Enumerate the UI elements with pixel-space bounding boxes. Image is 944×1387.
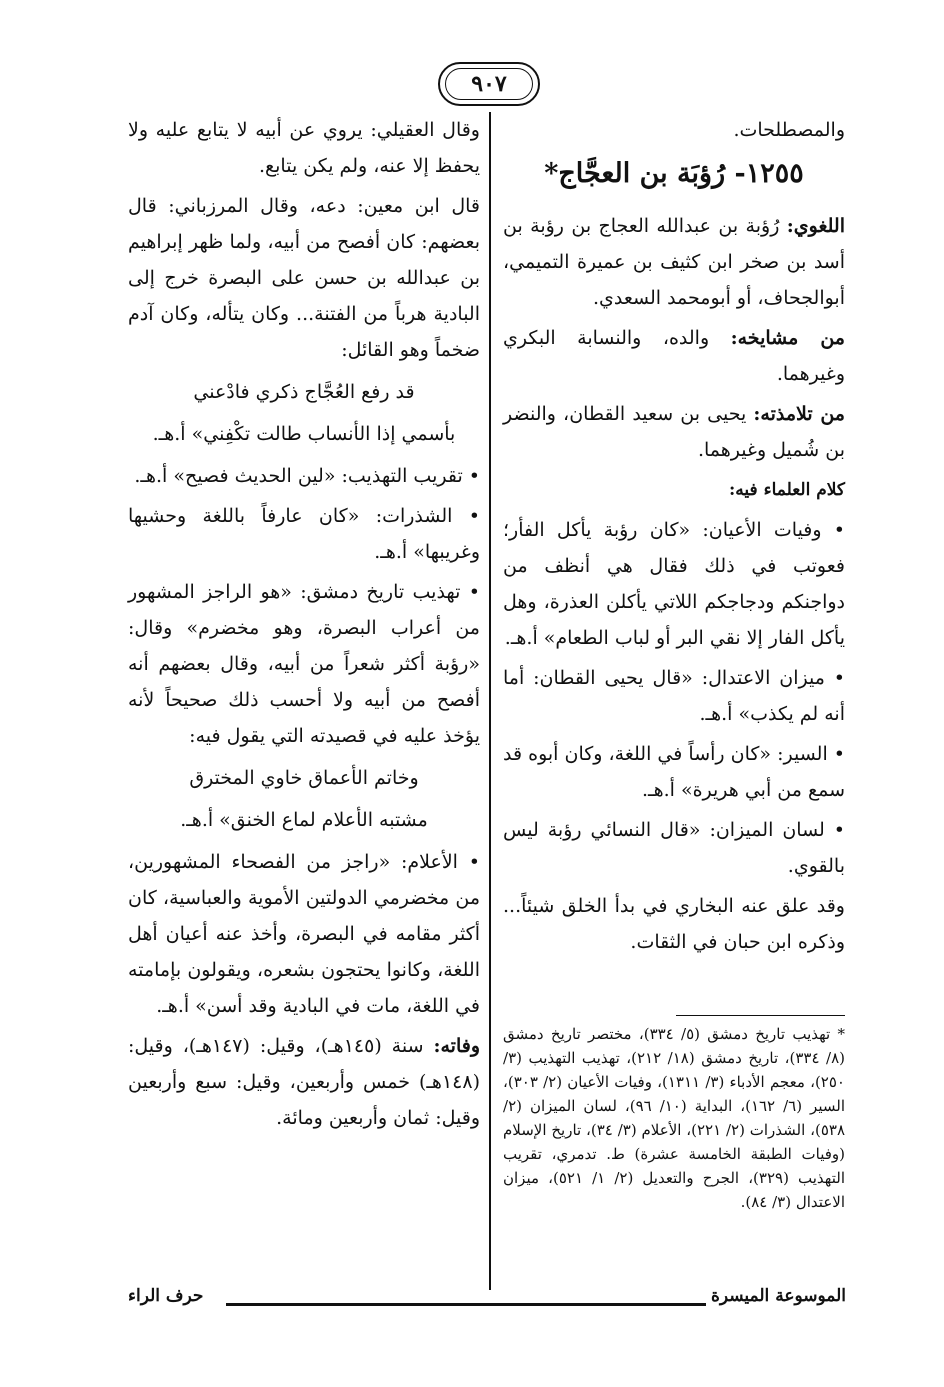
- ibn-maeen-paragraph: قال ابن معين: دعه، وقال المرزباني: قال بعضهم: كان أفصح من أبيه، ولما ظهر إبراهيم بن عبدالله بن حسن على البصرة خرج إلى البادية هرباً من الفتنة... وكان يتأله، وكان آدم ضخماً وهو القائل:: [128, 195, 480, 361]
- right-column: [503, 112, 845, 964]
- closing-paragraph: وقد علق عنه البخاري في بدأ الخلق شيئاً... وذكره ابن حبان في الثقات.: [503, 895, 845, 953]
- verse-2-first: وخاتم الأعماق خاوي المخترق: [189, 767, 419, 789]
- top-fragment: والمصطلحات.: [733, 119, 845, 141]
- page-number: ٩٠٧: [445, 68, 533, 100]
- verse-2-second: مشتبه الأعلام لماع الخنق» أ.هـ.: [180, 809, 428, 831]
- quote-taqrib: • تقريب التهذيب: «لين الحديث فصيح» أ.هـ.: [134, 465, 480, 487]
- quote-shadharat: • الشذرات: «كان عارفاً باللغة وحشيها وغريبها» أ.هـ.: [128, 505, 480, 563]
- footer-rule: [226, 1303, 706, 1306]
- page-footer: [128, 1286, 846, 1314]
- quote-tahdhib-dimashq: • تهذيب تاريخ دمشق: «هو الراجز المشهور من أعراب البصرة، وهو مخضرم» وقال: «رؤبة أكثر شعراً من أبيه، وقال بعضهم أنه أفصح من أبيه ولا أحسب ذلك صحيحاً لأنه يؤخذ عليه في قصيدته التي يقول فيه:: [128, 581, 480, 747]
- teachers-paragraph: من مشايخه: والده، والنسابة البكري وغيرهما.: [503, 327, 845, 385]
- entry-heading: ١٢٥٥- رُؤبَة بن العجَّاج*: [544, 158, 804, 189]
- death-paragraph: وفاته: سنة (١٤٥هـ)، وقيل: (١٤٧هـ)، وقيل: (١٤٨هـ) خمس وأربعين، وقيل: سبع وأربعين وقيل: ثمان وأربعين ومائة.: [128, 1035, 481, 1129]
- linguistic-paragraph: اللغوي: رُؤبة بن عبدالله العجاج بن رؤبة بن أسد بن صخر ابن كثيف بن عميرة التميمي، أبوالجحاف، أو أبومحمد السعدي.: [503, 215, 845, 309]
- footnote-rule: [676, 1015, 845, 1016]
- column-divider: [489, 112, 491, 1290]
- quote-alam: • الأعلام: «راجز من الفصحاء المشهورين، من مخضرمي الدولتين الأموية والعباسية، كان أكثر مقامه في البصرة، وأخذ عنه أعيان أهل اللغة، وكانوا يحتجون بشعره، ويقولون بإمامته في اللغة، مات في البادية وقد أسن» أ.هـ.: [128, 851, 480, 1017]
- students-paragraph: من تلامذته: يحيى بن سعيد القطان، والنضر بن شُميل وغيرهما.: [503, 403, 845, 461]
- quote-mizan: • ميزان الاعتدال: «قال يحيى القطان: أما أنه لم يكذب» أ.هـ.: [503, 667, 845, 725]
- scholars-heading: كلام العلماء فيه:: [729, 480, 845, 500]
- encyclopedia-title: الموسوعة الميسرة: [710, 1286, 846, 1306]
- verse-1-first: قد رفع العُجَّاج ذكري فادْعني: [193, 381, 415, 403]
- letter-title: حرف الراء: [128, 1286, 204, 1306]
- quote-wafayat: • وفيات الأعيان: «كان رؤبة يأكل الفأر؛ فعوتب في ذلك فقال هي أنظف من دواجنكم ودجاجكم اللاتي يأكلن العذرة، وهل يأكل الفار إلا نقي البر أو لباب الطعام» أ.هـ.: [503, 519, 845, 649]
- footnote: * تهذيب تاريخ دمشق (٥/ ٣٣٤)، مختصر تاريخ دمشق (٨/ ٣٣٤)، تاريخ دمشق (١٨/ ٢١٢)، تهذيب التهذيب (٣/ ٢٥٠)، معجم الأدباء (٣/ ١٣١١)، وفيات الأعيان (٢/ ٣٠٣)، السير (٦/ ١٦٢)، البداية (١٠/ ٩٦)، لسان الميزان (٢/ ٥٣٨)، الشذرات (٢/ ٢٢١)، الأعلام (٣/ ٣٤)، تاريخ الإسلام (وفيات الطبقة الخامسة عشرة) ط. تدمري، تقريب التهذيب (٣٢٩)، الجرح والتعديل (٢/ ١/ ٥٢١)، ميزان الاعتدال (٣/ ٨٤).: [503, 1025, 846, 1211]
- page-number-badge: [438, 62, 540, 106]
- uqayli-paragraph: وقال العقيلي: يروي عن أبيه لا يتابع عليه ولا يحفظ إلا عنه، ولم يكن يتابع.: [128, 119, 480, 177]
- left-column: [128, 112, 480, 1140]
- quote-siyar: • السير: «كان رأساً في اللغة، وكان أبوه قد سمع من أبي هريرة» أ.هـ.: [503, 743, 845, 801]
- verse-1-second: بأسمي إذا الأنساب طالت تكْفِني» أ.هـ.: [152, 423, 456, 445]
- quote-lisan: • لسان الميزان: «قال النسائي رؤبة ليس بالقوي.: [503, 819, 845, 877]
